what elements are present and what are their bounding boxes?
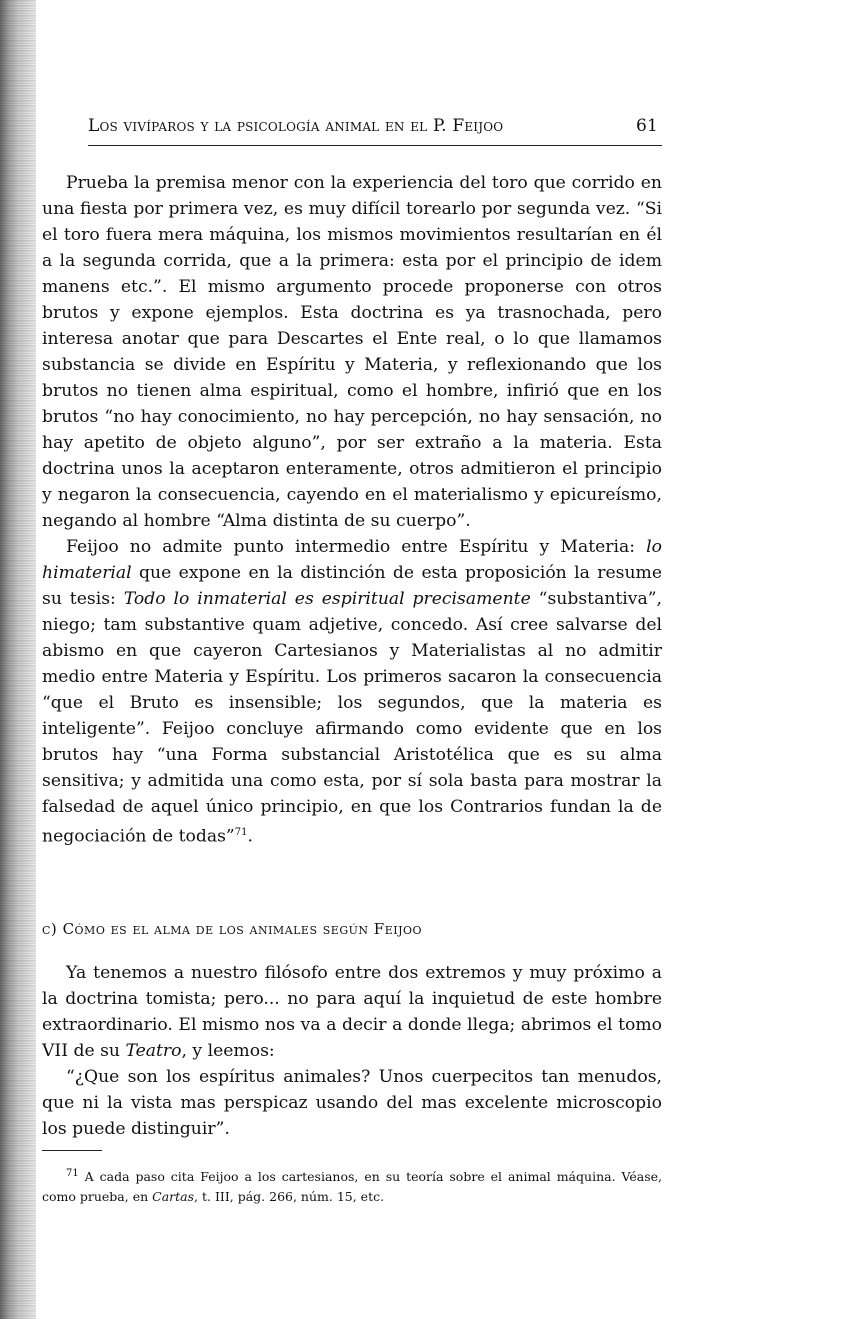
section-heading (42, 920, 662, 938)
footnotes (42, 1164, 662, 1207)
paragraph-2-text-b: que expone en la distinción de esta proposición la resume su tesis: (42, 563, 662, 609)
footnote-ref: 71 (234, 827, 248, 838)
book-binding-edge (0, 0, 36, 1319)
main-text (42, 170, 662, 850)
footnote-71 (42, 1164, 662, 1207)
footnote-number: 71 (66, 1168, 79, 1179)
running-header (88, 116, 662, 146)
running-title: Los vivíparos y la psicología animal en el P. Feijoo (88, 116, 504, 136)
paragraph-2-text-c: “substantiva”, niego; tam substantive quam adjetive, concedo. Así cree salvarse del abismo en que cayeron Cartesianos y Materialistas al no admitir medio entre Materia y Espíritu. Los primeros sacaron la consecuencia “que el Bruto es insensible; los segundos, que la materia es inteligente”. Feijoo concluye afirmando como evidente que en los brutos hay “una Forma substancial Aristotélica que es su alma sensitiva; y admitida una como esta, por sí sola basta para mostrar la falsedad de aquel único principio, en que los Contrarios fundan la de negociación de todas” (42, 589, 662, 847)
paragraph-2-end: . (247, 826, 253, 847)
paragraph-2-text-a: Feijoo no admite punto intermedio entre Espíritu y Materia: (66, 537, 647, 557)
section-paragraph-1-text-a: Ya tenemos a nuestro filósofo entre dos extremos y muy próximo a la doctrina tomista; pero... no para aquí la inquietud de este hombre extraordinario. El mismo nos va a decir a donde llega; abrimos el tomo VII de su (42, 963, 662, 1061)
footnote-divider (42, 1150, 102, 1151)
book-page (42, 0, 662, 1319)
section-paragraph-1 (42, 960, 662, 1064)
paragraph-1: Prueba la premisa menor con la experiencia del toro que corrido en una fiesta por primera vez, es muy difícil torearlo por segunda vez. “Si el toro fuera mera máquina, los mismos movimientos resultarían en él a la segunda corrida, que a la primera: esta por el principio de idem manens etc.”. El mismo argumento procede proponerse con otros brutos y expone ejemplos. Esta doctrina es ya trasnochada, pero interesa anotar que para Descartes el Ente real, o lo que llamamos substancia se divide en Espíritu y Materia, y reflexionando que los brutos no tienen alma espiritual, como el hombre, infirió que en los brutos “no hay conocimiento, no hay percepción, no hay sensación, no hay apetito de objeto alguno”, por ser extraño a la materia. Esta doctrina unos la aceptaron enteramente, otros admitieron el principio y negaron la consecuencia, cayendo en el materialismo y epicureísmo, negando al hombre “Alma distinta de su cuerpo”. (42, 173, 662, 531)
section-paragraph-1-text-b: , y leemos: (181, 1041, 275, 1061)
footnote-text-b: , t. III, pág. 266, núm. 15, etc. (194, 1189, 385, 1205)
section-text (42, 960, 662, 1142)
page-number: 61 (635, 116, 658, 136)
paragraph-2 (42, 534, 662, 850)
section-paragraph-1-italic: Teatro (125, 1041, 182, 1061)
section-label: c) (42, 920, 58, 938)
paragraph-2-italic-b: Todo lo inmaterial es espiritual precisamente (123, 589, 531, 609)
paragraph-2-italic-a: lo himaterial (42, 537, 662, 583)
section-title: Cómo es el alma de los animales según Feijoo (62, 920, 423, 938)
footnote-text-a: A cada paso cita Feijoo a los cartesianos, en su teoría sobre el animal máquina. Véase, como prueba, en (42, 1169, 662, 1205)
footnote-italic: Cartas (152, 1189, 195, 1205)
section-paragraph-2: “¿Que son los espíritus animales? Unos cuerpecitos tan menudos, que ni la vista mas perspicaz usando del mas excelente microscopio los puede distinguir”. (42, 1067, 662, 1139)
